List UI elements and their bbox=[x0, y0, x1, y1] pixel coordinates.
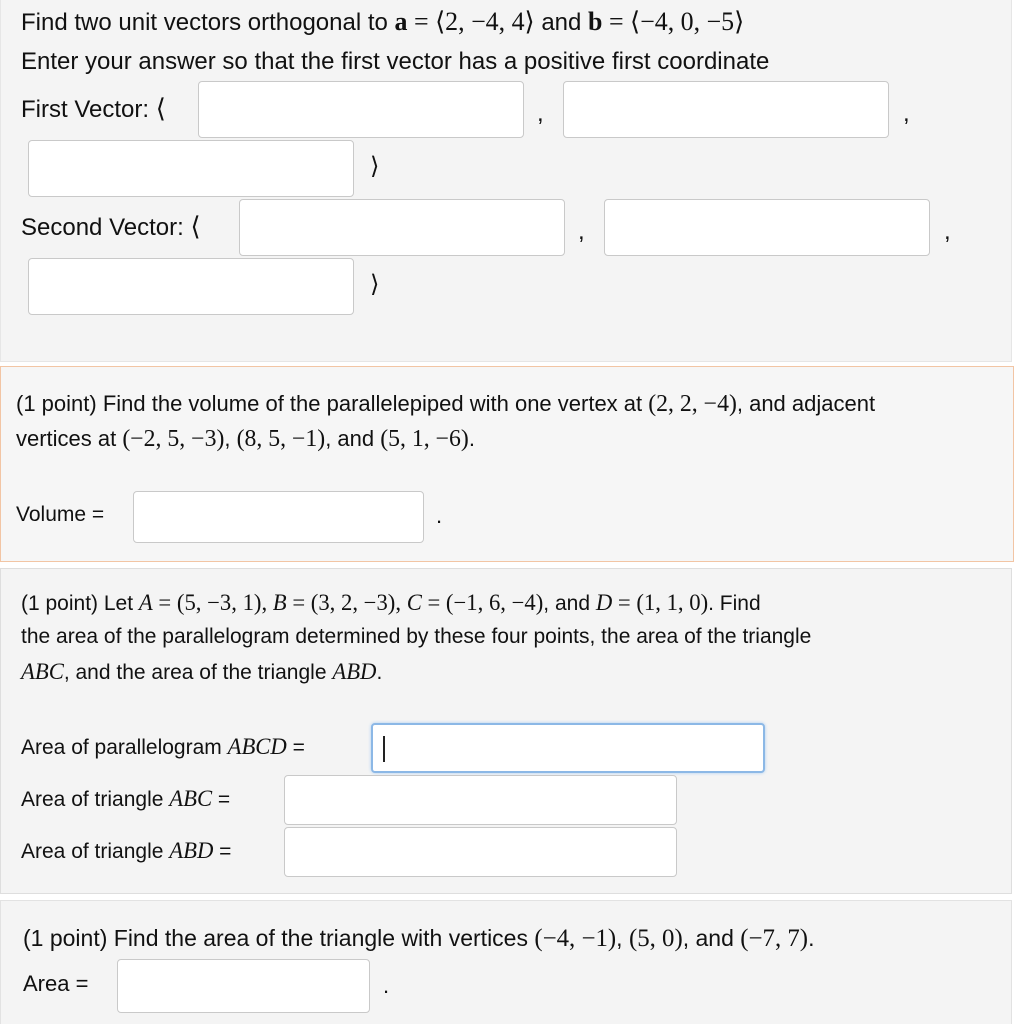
question-line-1 bbox=[16, 391, 875, 418]
vertex-value: (8, 5, −1) bbox=[236, 426, 326, 452]
close-bracket: ⟩ bbox=[370, 272, 380, 298]
triangle-abd-symbol: ABD bbox=[169, 838, 214, 863]
second-vector-z-input[interactable] bbox=[28, 258, 354, 315]
point-c-value: = (−1, 6, −4) bbox=[421, 590, 544, 615]
comma: , bbox=[944, 218, 951, 245]
period: . bbox=[468, 426, 475, 451]
vector-a-symbol: a bbox=[394, 7, 408, 36]
triangle-abc-symbol: ABC bbox=[21, 659, 64, 684]
question-text: (1 point) Find the area of the triangle with vertices bbox=[23, 925, 535, 951]
problem-parallelogram-area bbox=[0, 568, 1012, 894]
open-bracket: ⟨ bbox=[155, 94, 166, 123]
period: . bbox=[383, 973, 390, 998]
label-text: Area of parallelogram bbox=[21, 736, 228, 759]
point-d-symbol: D bbox=[595, 590, 613, 615]
separator: , and bbox=[682, 925, 741, 951]
question-text: (1 point) Let bbox=[21, 592, 139, 615]
vector-b-symbol: b bbox=[588, 7, 603, 36]
label-text: Area of triangle bbox=[21, 840, 170, 863]
question-line-1 bbox=[21, 590, 761, 616]
text-caret bbox=[383, 736, 385, 762]
point-b-value: = (3, 2, −3), bbox=[286, 590, 407, 615]
first-vector-x-input[interactable] bbox=[198, 81, 524, 138]
volume-input[interactable] bbox=[133, 491, 424, 543]
question-text: vertices at bbox=[16, 426, 123, 451]
vertex-value: (−2, 5, −3) bbox=[122, 426, 225, 452]
problem-orthogonal-vectors bbox=[0, 0, 1012, 362]
vertex-value: (5, 0) bbox=[628, 925, 683, 952]
first-vector-z-input[interactable] bbox=[28, 140, 354, 197]
and-text: , and bbox=[543, 592, 596, 615]
label-text: First Vector: bbox=[21, 96, 150, 123]
vector-a-value: = ⟨2, −4, 4⟩ bbox=[407, 7, 535, 36]
first-vector-label bbox=[21, 94, 166, 124]
open-bracket: ⟨ bbox=[190, 212, 201, 241]
period: . bbox=[808, 925, 815, 951]
period: . bbox=[376, 661, 383, 684]
label-text: Area of triangle bbox=[21, 788, 170, 811]
period: . bbox=[436, 503, 443, 528]
comma: , bbox=[578, 218, 585, 245]
point-c-symbol: C bbox=[406, 590, 422, 615]
parallelogram-area-input[interactable] bbox=[371, 723, 765, 773]
problem-triangle-area bbox=[0, 900, 1012, 1024]
triangle-abc-area-label bbox=[21, 786, 230, 812]
vertex-value: (5, 1, −6) bbox=[380, 426, 469, 452]
equals-sign: = bbox=[286, 736, 305, 759]
equals-sign: = bbox=[212, 788, 231, 811]
comma: , bbox=[537, 100, 544, 127]
point-a-value: = (5, −3, 1), bbox=[152, 590, 273, 615]
second-vector-y-input[interactable] bbox=[604, 199, 930, 256]
area-label: Area = bbox=[23, 971, 89, 996]
first-vector-y-input[interactable] bbox=[563, 81, 889, 138]
volume-label: Volume = bbox=[16, 503, 105, 526]
question-line-2: Enter your answer so that the first vector has a positive first coordinate bbox=[21, 48, 770, 75]
separator: , bbox=[616, 925, 629, 951]
question-line-1 bbox=[23, 925, 814, 953]
question-text: . Find bbox=[708, 592, 761, 615]
point-d-value: = (1, 1, 0) bbox=[612, 590, 709, 615]
comma: , bbox=[903, 100, 910, 127]
question-text: Find two unit vectors orthogonal to bbox=[21, 9, 395, 36]
vertex-value: (2, 2, −4) bbox=[648, 391, 737, 417]
problem-parallelepiped-volume bbox=[0, 366, 1014, 562]
equals-sign: = bbox=[213, 840, 232, 863]
triangle-abd-area-input[interactable] bbox=[284, 827, 677, 877]
question-line-3 bbox=[21, 659, 382, 685]
parallelogram-symbol: ABCD bbox=[227, 734, 287, 759]
question-text: , and the area of the triangle bbox=[63, 661, 333, 684]
triangle-abc-area-input[interactable] bbox=[284, 775, 677, 825]
question-text: , and adjacent bbox=[736, 391, 876, 416]
triangle-abc-symbol: ABC bbox=[169, 786, 213, 811]
separator: , bbox=[224, 426, 237, 451]
point-b-symbol: B bbox=[272, 590, 287, 615]
label-text: Second Vector: bbox=[21, 214, 184, 241]
separator: , and bbox=[325, 426, 381, 451]
question-text: (1 point) Find the volume of the parallelepiped with one vertex at bbox=[16, 391, 649, 416]
vertex-value: (−7, 7) bbox=[740, 925, 809, 952]
question-line-1 bbox=[21, 7, 744, 37]
vector-b-value: = ⟨−4, 0, −5⟩ bbox=[602, 7, 745, 36]
point-a-symbol: A bbox=[138, 590, 153, 615]
close-bracket: ⟩ bbox=[370, 154, 380, 180]
question-line-2 bbox=[16, 426, 475, 453]
parallelogram-area-label bbox=[21, 734, 305, 760]
and-text: and bbox=[534, 9, 589, 36]
vertex-value: (−4, −1) bbox=[534, 925, 617, 952]
second-vector-label bbox=[21, 212, 201, 242]
triangle-abd-area-label bbox=[21, 838, 231, 864]
triangle-area-input[interactable] bbox=[117, 959, 370, 1013]
second-vector-x-input[interactable] bbox=[239, 199, 565, 256]
question-line-2: the area of the parallelogram determined by these four points, the area of the triangle bbox=[21, 625, 812, 648]
triangle-abd-symbol: ABD bbox=[332, 659, 377, 684]
